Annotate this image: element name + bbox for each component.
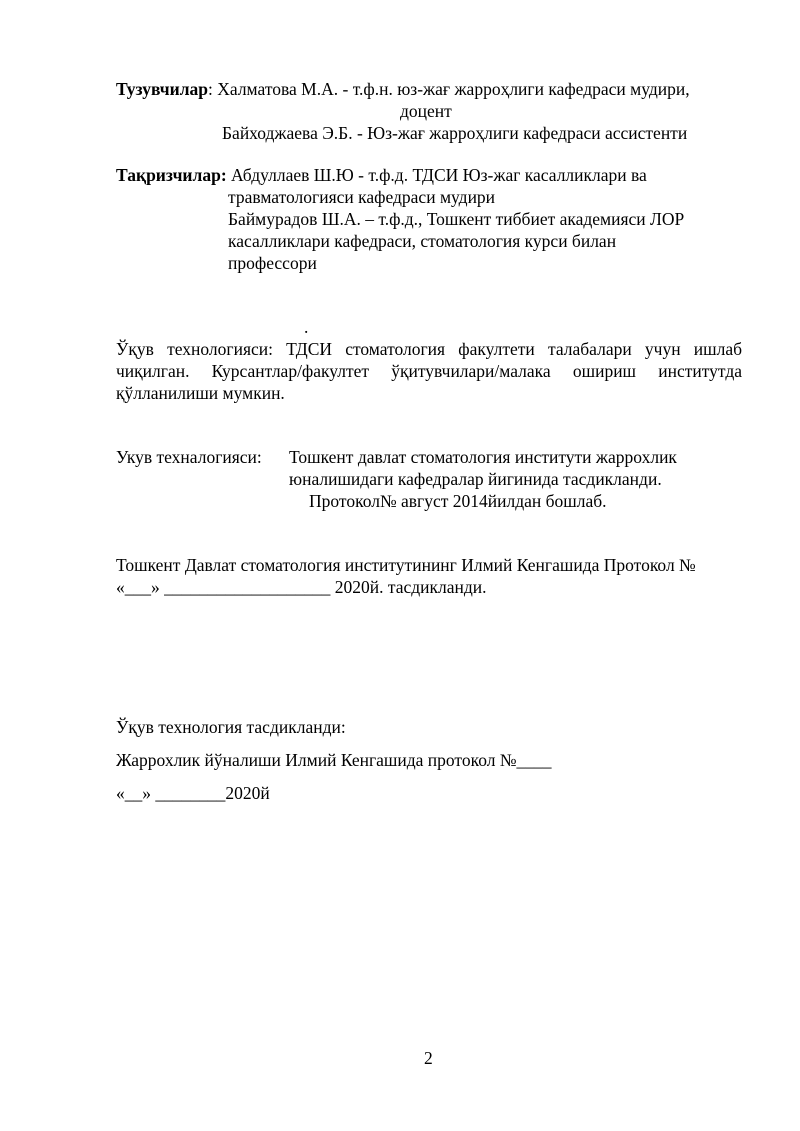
- approval-protocol: Протокол№ август 2014йилдан бошлаб.: [309, 491, 607, 511]
- reviewer-1-text: Абдуллаев Ш.Ю - т.ф.д. ТДСИ Юз-жаг касалликлари ва: [231, 165, 647, 185]
- reviewer-2-department: касалликлари кафедраси, стоматология курси билан: [228, 231, 617, 251]
- reviewers-label: Тақризчилар:: [116, 165, 227, 185]
- final-approval-date: «__» ________2020й: [116, 783, 270, 803]
- approval-line-1: Тошкент давлат стоматология институти жаррохлик: [289, 447, 677, 467]
- stray-dot: .: [304, 317, 309, 337]
- reviewer-2-text: Баймурадов Ш.А. – т.ф.д., Тошкент тиббиет академияси ЛОР: [228, 209, 685, 229]
- final-approval-protocol: Жаррохлик йўналиши Илмий Кенгашида протокол №____: [116, 750, 552, 770]
- author-1-text: Халматова М.А. - т.ф.н. юз-жағ жарроҳлиги кафедраси мудири,: [217, 79, 690, 99]
- council-line-2: «___» ___________________ 2020й. тасдикланди.: [116, 577, 487, 597]
- approval-line-2: юналишидаги кафедралар йигинида тасдикланди.: [289, 469, 662, 489]
- reviewer-1-position: травматологияси кафедраси мудири: [228, 187, 496, 207]
- approval-label: Укув техналогияси:: [116, 447, 262, 467]
- tech-paragraph: [116, 338, 742, 404]
- reviewer-2-position: профессори: [228, 253, 317, 273]
- author-2-text: Байходжаева Э.Б. - Юз-жағ жарроҳлиги кафедраси ассистенти: [222, 123, 688, 143]
- tech-paragraph-line-1: Ўқув технологияси: ТДСИ стоматология факултети талабалари учун ишлаб: [116, 339, 742, 359]
- council-line-1: Тошкент Давлат стоматология институтининг Илмий Кенгашида Протокол №: [116, 555, 696, 575]
- tech-paragraph-line-2: чиқилган. Курсантлар/факултет ўқитувчилари/малака ошириш институтда: [116, 361, 742, 381]
- authors-label: Тузувчилар: [116, 79, 209, 99]
- final-approval-title: Ўқув технология тасдикланди:: [116, 717, 346, 737]
- reviewers-line-1: [116, 164, 647, 186]
- authors-line-1: [116, 78, 690, 100]
- page-number: 2: [424, 1048, 433, 1068]
- tech-paragraph-line-3: қўлланилиши мумкин.: [116, 383, 285, 403]
- author-1-title: доцент: [400, 101, 452, 121]
- authors-colon: :: [208, 79, 213, 99]
